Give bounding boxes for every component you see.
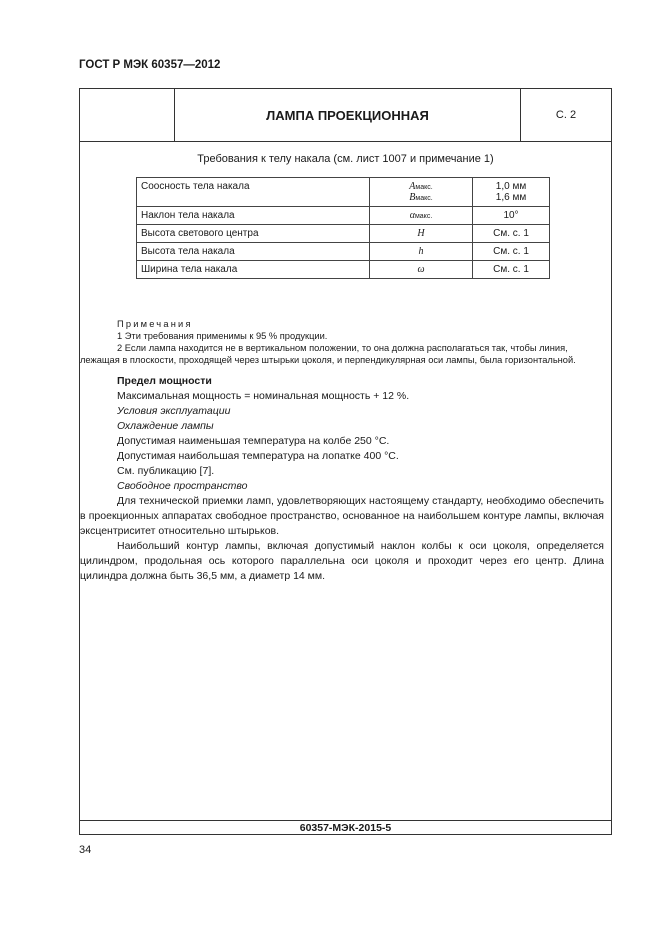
symbol: B xyxy=(409,192,416,203)
table-row xyxy=(137,243,550,261)
contour-paragraph: Наибольший контур лампы, включая допустимый наклон колбы к оси цоколя, определяется цилиндром, продольная ось которого параллельна оси цоколя и проходит через его центр. Длина цилиндра должна быть 36,5 мм, а диаметр 14 мм. xyxy=(80,540,604,582)
temp-min-text: Допустимая наименьшая температура на колбе 250 °С. xyxy=(117,435,390,447)
publication-ref: См. публикацию [7]. xyxy=(117,465,215,477)
page-frame xyxy=(79,88,612,835)
header-blank-cell xyxy=(80,89,175,141)
table-row xyxy=(137,207,550,225)
param-cell: Высота тела накала xyxy=(137,243,370,261)
note-item: 1 Эти требования применимы к 95 % продукции. xyxy=(117,331,328,341)
table-row xyxy=(137,178,550,207)
page-number: 34 xyxy=(79,844,92,856)
symbol-cell: ω xyxy=(370,261,473,279)
symbol-cell: h xyxy=(370,243,473,261)
power-text: Максимальная мощность = номинальная мощность + 12 %. xyxy=(117,390,410,402)
param-cell: Наклон тела накала xyxy=(137,207,370,225)
header-row xyxy=(80,89,611,142)
footer-divider xyxy=(80,820,611,821)
symbol-subscript: макс. xyxy=(414,213,433,220)
body-text xyxy=(80,374,604,584)
value-cell: См. с. 1 xyxy=(473,243,550,261)
symbol-cell: H xyxy=(370,225,473,243)
temp-max-text: Допустимая наибольшая температура на лопатке 400 °С. xyxy=(117,450,399,462)
symbol-cell xyxy=(370,207,473,225)
table-caption: Требования к телу накала (см. лист 1007 и примечание 1) xyxy=(197,153,494,165)
sheet-page: С. 2 xyxy=(555,109,577,121)
note-item: лежащая в плоскости, проходящей через штырьки цоколя, и перпендикулярная оси лампы, была горизонтальной. xyxy=(80,355,576,365)
symbol-subscript: макс. xyxy=(415,195,433,202)
value-cell: 10° xyxy=(473,207,550,225)
param-cell: Ширина тела накала xyxy=(137,261,370,279)
value: 1,0 мм xyxy=(495,181,527,192)
conditions-heading: Условия эксплуатации xyxy=(117,405,231,417)
table-row xyxy=(137,225,550,243)
free-space-heading: Свободное пространство xyxy=(117,480,248,492)
table-row xyxy=(137,261,550,279)
footer-code: 60357-МЭК-2015-5 xyxy=(299,822,392,834)
power-heading: Предел мощности xyxy=(117,375,212,387)
symbol-subscript: макс. xyxy=(415,184,433,191)
symbol-cell xyxy=(370,178,473,207)
note-item: 2 Если лампа находится не в вертикальном положении, то она должна располагаться так, чтобы линия, xyxy=(117,343,568,353)
value-cell xyxy=(473,178,550,207)
param-cell: Соосность тела накала xyxy=(137,178,370,207)
sheet-title: ЛАМПА ПРОЕКЦИОННАЯ xyxy=(175,89,521,141)
cooling-heading: Охлаждение лампы xyxy=(117,420,214,432)
param-cell: Высота светового центра xyxy=(137,225,370,243)
symbol: A xyxy=(409,181,416,192)
notes-heading: Примечания xyxy=(117,319,193,329)
free-space-paragraph: Для технической приемки ламп, удовлетворяющих настоящему стандарту, необходимо обеспечить в проекционных аппаратах свободное пространство, основанное на наибольшем контуре лампы, включая эксцентриситет относительно штырьков. xyxy=(80,495,604,537)
notes-block xyxy=(80,318,611,366)
requirements-table xyxy=(136,177,550,279)
value-cell: См. с. 1 xyxy=(473,225,550,243)
value-cell: См. с. 1 xyxy=(473,261,550,279)
symbol: α xyxy=(409,210,415,221)
document-code: ГОСТ Р МЭК 60357—2012 xyxy=(79,59,221,71)
value: 1,6 мм xyxy=(495,192,527,203)
